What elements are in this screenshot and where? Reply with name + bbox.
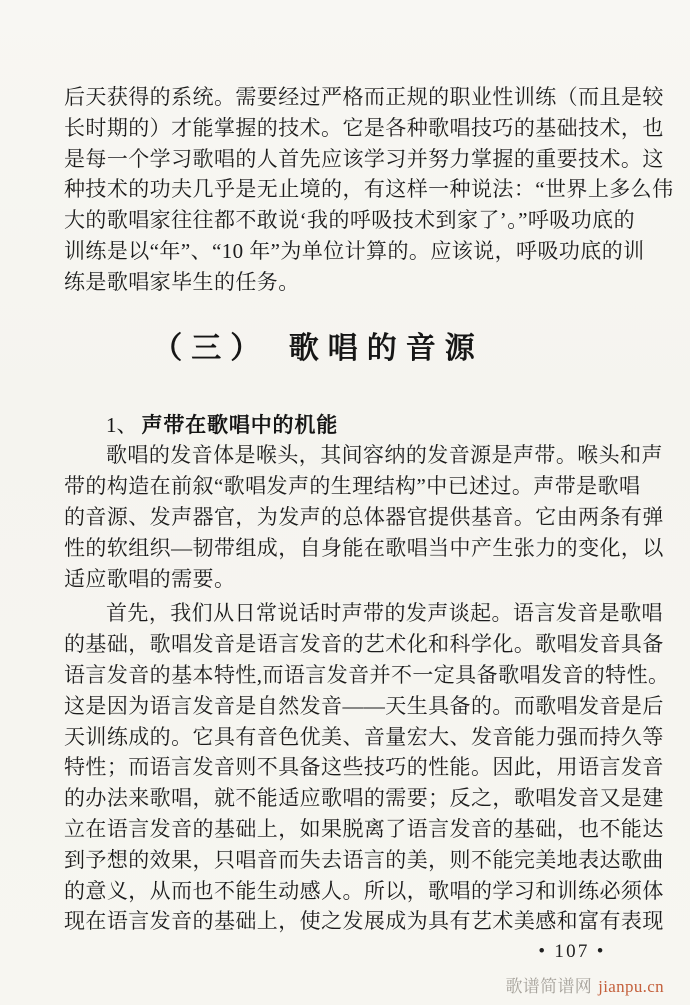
- text-line: 语言发音的基本特性,而语言发音并不一定具备歌唱发音的特性。: [64, 662, 670, 687]
- watermark-site-name: 歌谱简谱网: [505, 977, 593, 996]
- text-line: 立在语言发音的基础上，如果脱离了语言发音的基础，也不能达: [64, 816, 664, 841]
- text-line: 练是歌唱家毕生的任务。: [64, 269, 300, 294]
- watermark: [505, 972, 664, 997]
- subsection-title: 声带在歌唱中的机能: [141, 413, 339, 437]
- text-line: 歌唱的发音体是喉头，其间容纳的发音源是声带。喉头和声: [106, 443, 663, 468]
- text-line: 现在语言发音的基础上，使之发展成为具有艺术美感和富有表现: [64, 909, 664, 934]
- text-line: 首先，我们从日常说话时声带的发声谈起。语言发音是歌唱: [106, 601, 663, 626]
- text-line: 训练是以“年”、“10 年”为单位计算的。应该说，呼吸功底的训: [64, 238, 645, 263]
- subsection-number: 1、: [106, 412, 138, 437]
- text-line: 到予想的效果，只唱音而失去语言的美，则不能完美地表达歌曲: [64, 847, 664, 872]
- text-line: 的意义，从而也不能生动感人。所以，歌唱的学习和训练必须体: [64, 878, 664, 903]
- watermark-domain: jianpu.cn: [598, 977, 664, 996]
- text-line: 种技术的功夫几乎是无止境的，有这样一种说法：“世界上多么伟: [64, 177, 674, 202]
- text-line: 是每一个学习歌唱的人首先应该学习并努力掌握的重要技术。这: [64, 146, 664, 171]
- paragraph-3: [64, 598, 670, 937]
- text-line: 长时期的）才能掌握的技术。它是各种歌唱技巧的基础技术，也: [64, 115, 664, 140]
- text-line: 性的软组织—韧带组成，自身能在歌唱当中产生张力的变化，以: [64, 535, 664, 560]
- text-line: 的办法来歌唱，就不能适应歌唱的需要；反之，歌唱发音又是建: [64, 786, 664, 811]
- text-line: 的基础，歌唱发音是语言发音的艺术化和科学化。歌唱发音具备: [64, 632, 664, 657]
- page-text: [64, 82, 674, 937]
- subsection-heading: [64, 410, 632, 441]
- paragraph-2: [64, 440, 664, 594]
- text-line: 的音源、发声器官，为发声的总体器官提供基音。它由两条有弹: [64, 504, 664, 529]
- page-number: • 107 •: [538, 941, 606, 962]
- text-line: 适应歌唱的需要。: [64, 566, 236, 591]
- text-line: 带的构造在前叙“歌唱发声的生理结构”中已述过。声带是歌唱: [64, 474, 641, 499]
- text-line: 天训练成的。它具有音色优美、音量宏大、发音能力强而持久等: [64, 724, 664, 749]
- text-line: 这是因为语言发音是自然发音——天生具备的。而歌唱发音是后: [64, 693, 664, 718]
- text-line: 大的歌唱家往往都不敢说‘我的呼吸技术到家了’。”呼吸功底的: [64, 208, 635, 233]
- text-line: 后天获得的系统。需要经过严格而正规的职业性训练（而且是较: [64, 85, 664, 109]
- paragraph-1: [64, 82, 674, 298]
- text-line: 特性；而语言发音则不具备这些技巧的性能。因此，用语言发音: [64, 755, 664, 780]
- section-heading: （三） 歌唱的音源: [152, 330, 484, 366]
